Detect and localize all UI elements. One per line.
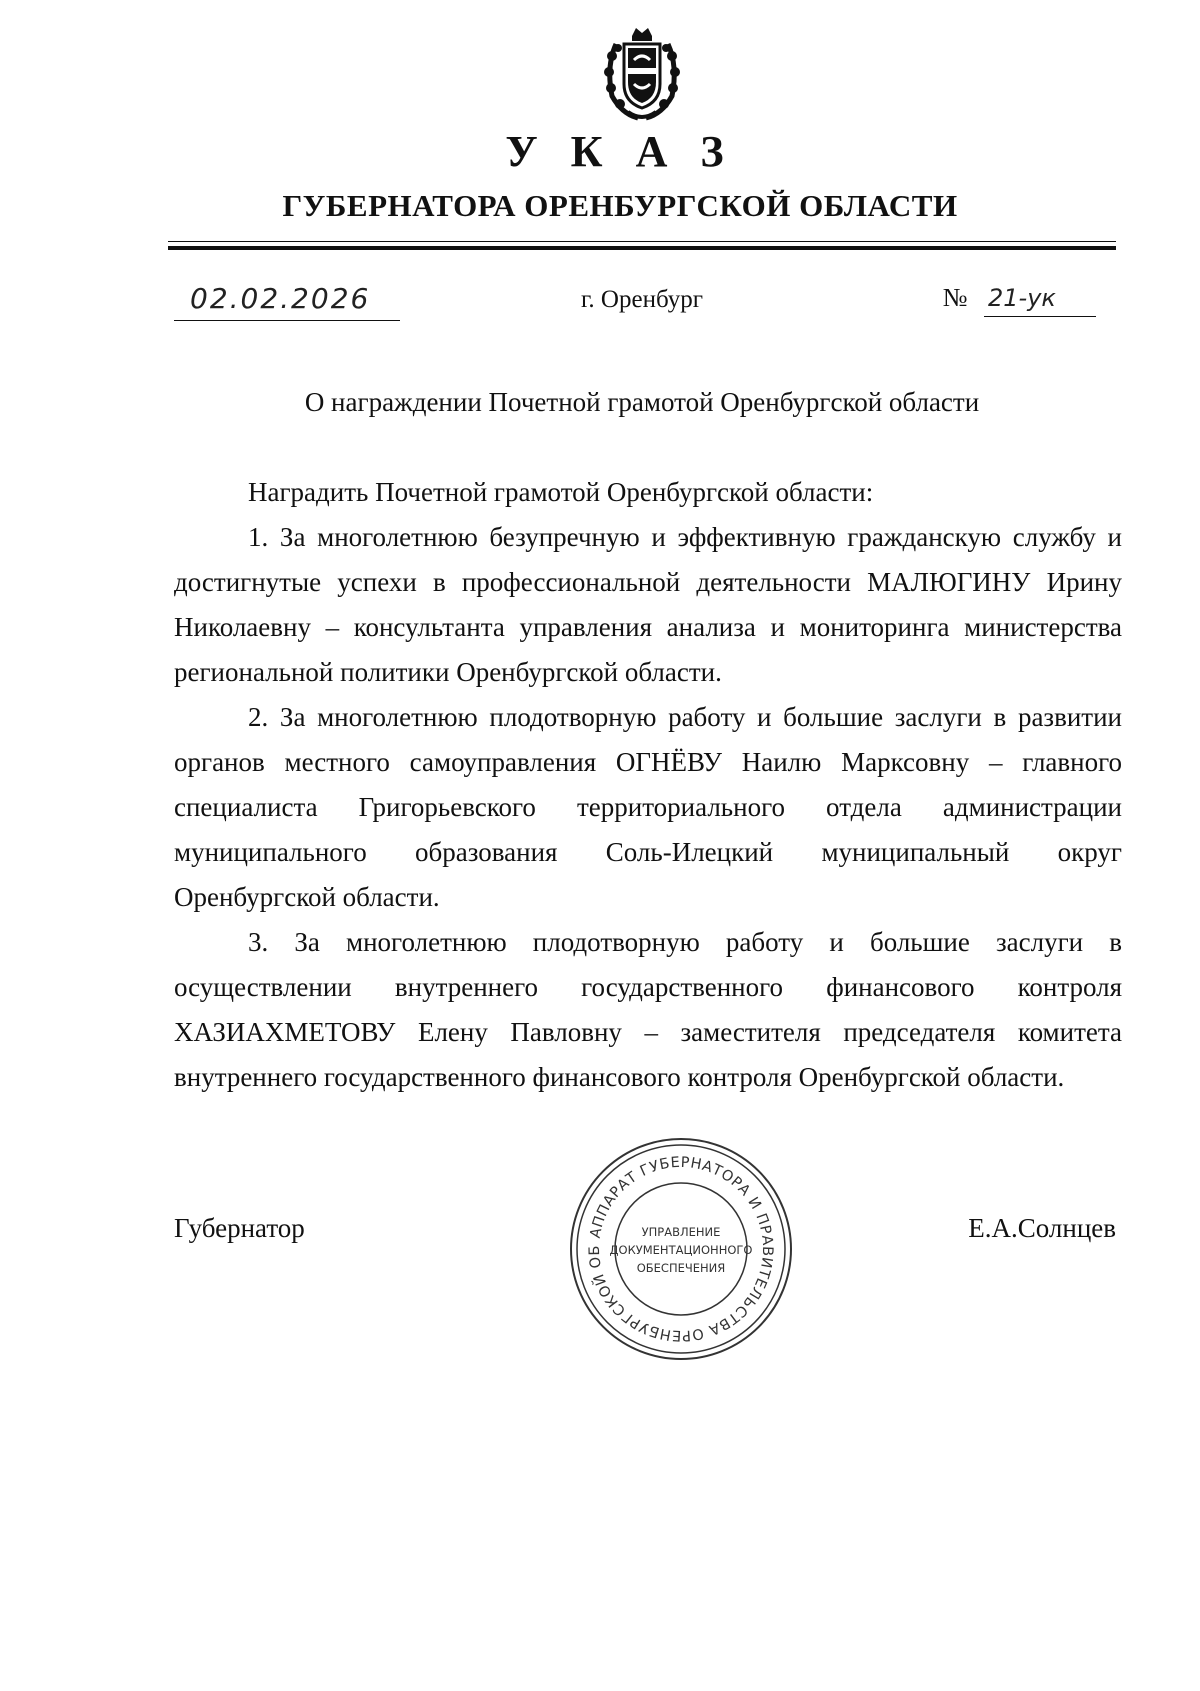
meta-row [168,280,1116,326]
stamp-center-line-1: УПРАВЛЕНИЕ [641,1225,721,1239]
decree-number-block [943,280,1096,320]
signatory-position: Губернатор [174,1213,305,1243]
signatory-name: Е.А.Солнцев [968,1213,1116,1243]
decree-subject: О награждении Почетной грамотой Оренбургской области [304,387,980,417]
stamp-center-line-2: ДОКУМЕНТАЦИОННОГО [609,1243,753,1257]
header-rule-thin [168,241,1116,242]
body-item-3: 3. За многолетнюю плодотворную работу и большие заслуги в осуществлении внутреннего государственного финансового контроля ХАЗИАХМЕТОВУ Елену Павловну – заместителя председателя комитета внутреннего государственного финансового контроля Оренбургской области. [174,927,1122,1092]
body-item-2: 2. За многолетнюю плодотворную работу и большие заслуги в развитии органов местного самоуправления ОГНЁВУ Наилю Марксовну – главного специалиста Григорьевского территориального отдела администрации муниципального образования Соль-Илецкий муниципальный округ Оренбургской области. [174,702,1122,912]
number-label: № [942,283,968,312]
decree-city: г. Оренбург [581,286,703,313]
document-title: У К А З [505,127,735,176]
coat-of-arms-icon [598,26,686,122]
body-lead: Наградить Почетной грамотой Оренбургской области: [248,477,874,507]
decree-date: 02.02.2026 [174,280,400,321]
header-rule-thick [168,246,1116,250]
stamp-ring-text: АППАРАТ ГУБЕРНАТОРА И ПРАВИТЕЛЬСТВА ОРЕНБУРГСКОЙ ОБ [586,1154,776,1344]
decree-number: 21-ук [984,280,1096,317]
official-stamp [566,1134,796,1364]
document-subtitle: ГУБЕРНАТОРА ОРЕНБУРГСКОЙ ОБЛАСТИ [282,188,958,223]
decree-body [174,470,1122,1100]
stamp-center-line-3: ОБЕСПЕЧЕНИЯ [636,1261,726,1275]
body-item-1: 1. За многолетнюю безупречную и эффективную гражданскую службу и достигнутые успехи в профессиональной деятельности МАЛЮГИНУ Ирину Николаевну – консультанта управления анализа и мониторинга министерства региональной политики Оренбургской области. [174,522,1122,687]
